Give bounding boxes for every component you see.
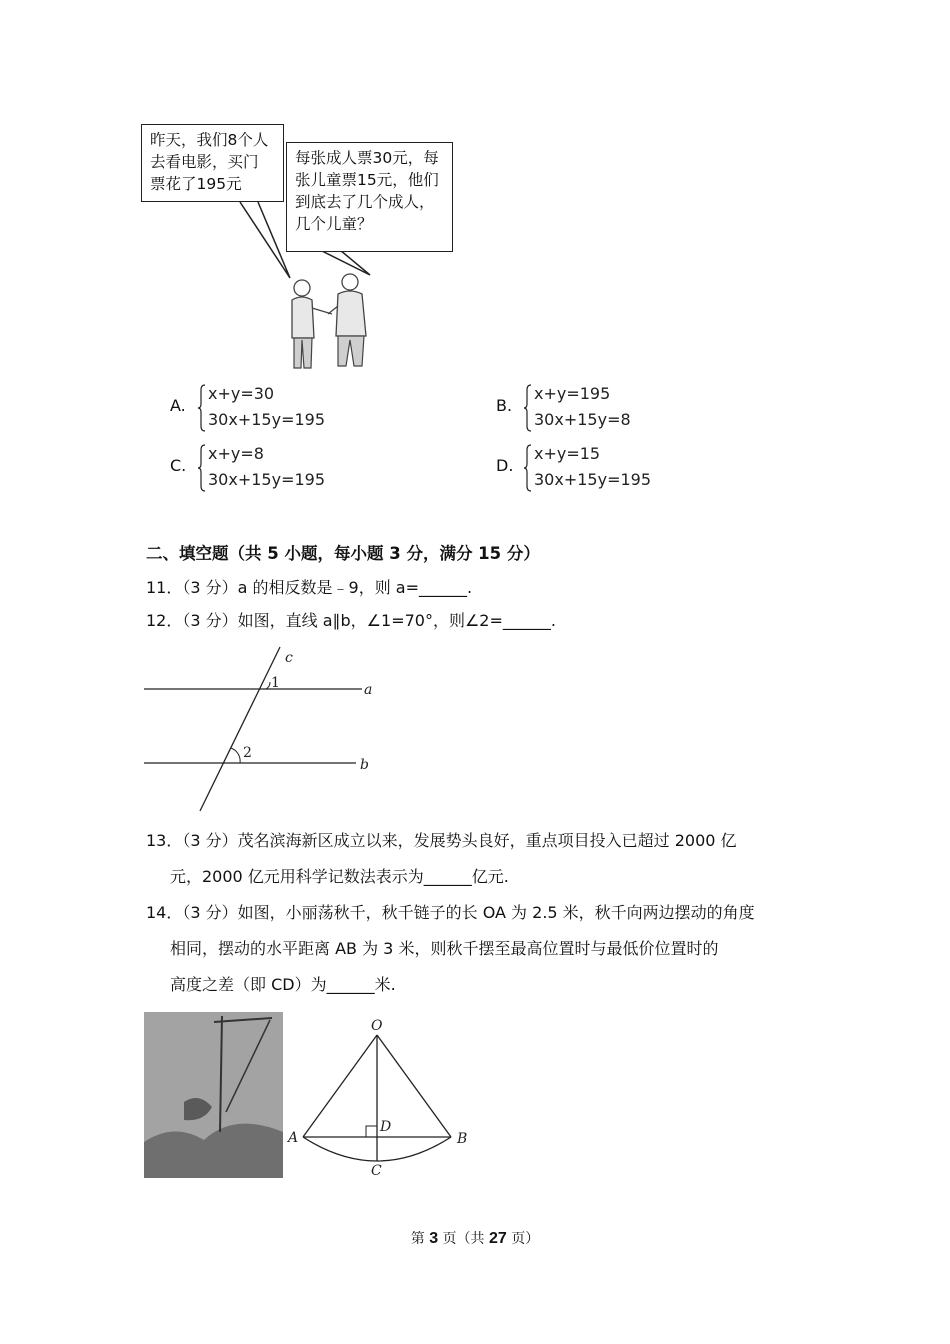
swing-sketch bbox=[144, 1012, 283, 1178]
equation-2: 30x+15y=8 bbox=[534, 410, 631, 429]
label-1: 1 bbox=[271, 675, 280, 691]
label-C: C bbox=[371, 1163, 382, 1179]
label-A: A bbox=[288, 1130, 299, 1146]
equation-1: x+y=8 bbox=[208, 444, 264, 463]
question-14-line-2: 相同，摆动的水平距离 AB 为 3 米，则秋千摆至最高位置时与最低价位置时的 bbox=[170, 939, 719, 958]
label-O: O bbox=[371, 1018, 383, 1034]
question-11: 11．（3 分）a 的相反数是﹣9，则 a=______. bbox=[146, 578, 473, 597]
footer-middle: 页（共 bbox=[442, 1231, 485, 1247]
equation-1: x+y=15 bbox=[534, 444, 601, 463]
choice-letter: A. bbox=[170, 396, 186, 415]
brace-icon bbox=[198, 444, 206, 492]
question-12: 12．（3 分）如图，直线 a∥b，∠1=70°，则∠2=______. bbox=[146, 611, 556, 630]
page-footer bbox=[0, 1228, 950, 1248]
label-b: b bbox=[360, 757, 369, 773]
total-pages-number: 27 bbox=[489, 1230, 507, 1247]
label-D: D bbox=[380, 1119, 392, 1135]
label-a: a bbox=[364, 682, 373, 698]
swing-photo bbox=[144, 1012, 283, 1178]
brace-icon bbox=[198, 384, 206, 432]
question-14-line-3: 高度之差（即 CD）为______米. bbox=[170, 975, 396, 994]
brace-icon bbox=[524, 384, 532, 432]
equation-1: x+y=195 bbox=[534, 384, 611, 403]
speech-bubble-right: 每张成人票30元，每 张儿童票15元，他们 到底去了几个成人， 几个儿童？ bbox=[286, 142, 453, 252]
equation-1: x+y=30 bbox=[208, 384, 275, 403]
current-page-number: 3 bbox=[429, 1230, 439, 1247]
cartoon-figure bbox=[140, 120, 460, 375]
swing-geometry-figure bbox=[285, 1015, 475, 1180]
choice-letter: B. bbox=[496, 396, 513, 415]
footer-suffix: 页） bbox=[511, 1231, 540, 1247]
equation-2: 30x+15y=195 bbox=[534, 470, 652, 489]
equation-2: 30x+15y=195 bbox=[208, 410, 326, 429]
two-people-illustration bbox=[280, 270, 390, 372]
choice-letter: D. bbox=[496, 456, 514, 475]
equation-2: 30x+15y=195 bbox=[208, 470, 326, 489]
label-B: B bbox=[457, 1131, 468, 1147]
question-13-line-1: 13．（3 分）茂名滨海新区成立以来，发展势头良好，重点项目投入已超过 2000 亿 bbox=[146, 831, 737, 850]
brace-icon bbox=[524, 444, 532, 492]
label-c: c bbox=[285, 650, 293, 666]
question-14-line-1: 14．（3 分）如图，小丽荡秋千，秋千链子的长 OA 为 2.5 米，秋千向两边摆动的角度 bbox=[146, 903, 755, 922]
footer-prefix: 第 bbox=[410, 1231, 425, 1247]
question-13-line-2: 元，2000 亿元用科学记数法表示为______亿元. bbox=[170, 867, 509, 886]
label-2: 2 bbox=[243, 745, 252, 761]
choice-letter: C. bbox=[170, 456, 187, 475]
parallel-lines-figure bbox=[140, 645, 380, 815]
speech-bubble-left: 昨天，我们8个人 去看电影，买门 票花了195元 bbox=[141, 124, 284, 202]
section-title: 二、填空题（共 5 小题，每小题 3 分，满分 15 分） bbox=[146, 544, 540, 563]
